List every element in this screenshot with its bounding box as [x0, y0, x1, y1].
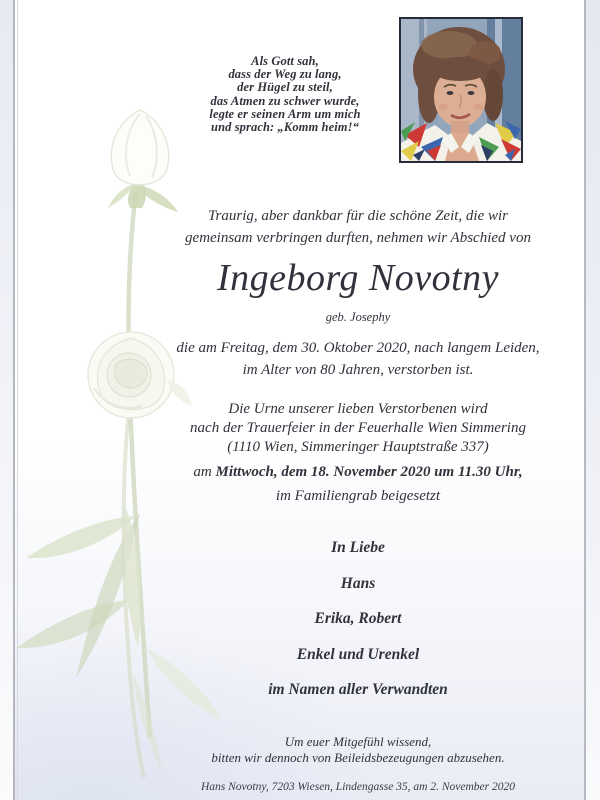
urn-line: nach der Trauerfeier in der Feuerhalle Wien Simmering [190, 420, 526, 436]
maiden-name: geb. Josephy [325, 310, 391, 324]
burial-line: im Familiengrab beigesetzt [275, 488, 441, 504]
mourner-line: In Liebe [331, 539, 385, 556]
poem-line: der Hügel zu steil, [237, 80, 333, 95]
poem-line: und sprach: „Komm heim!“ [211, 120, 359, 135]
death-statement [130, 337, 586, 381]
footer-address: Hans Novotny, 7203 Wiesen, Lindengasse 35, am 2. November 2020 [201, 781, 515, 793]
mourner-line: Hans [340, 574, 376, 592]
death-line: im Alter von 80 Jahren, verstorben ist. [242, 362, 474, 378]
funeral-date [130, 462, 586, 482]
condolence-line: bitten wir dennoch von Beileidsbezeugungen abzusehen. [211, 749, 505, 765]
intro-line: gemeinsam verbringen durften, nehmen wir Abschied von [185, 230, 531, 246]
farewell-intro [130, 205, 586, 249]
condolence-note [130, 734, 586, 765]
funeral-location [130, 400, 586, 457]
deceased-name: Ingeborg Novotny [216, 257, 500, 299]
poem-line: Als Gott sah, [251, 54, 319, 68]
mourner-line: Enkel und Urenkel [296, 645, 420, 663]
mourners [130, 530, 586, 708]
poem [150, 55, 420, 134]
poem-line: dass der Weg zu lang, [228, 67, 342, 82]
scan-edge-strip-right [586, 0, 600, 800]
mourner-line: Erika, Robert [314, 610, 402, 627]
condolence-line: Um euer Mitgefühl wissend, [284, 734, 432, 749]
death-line: die am Freitag, dem 30. Oktober 2020, nach langem Leiden, [176, 340, 540, 356]
poem-line: legte er seinen Arm um mich [209, 106, 361, 121]
funeral-date-bold: Mittwoch, dem 18. November 2020 um 11.30 Uhr, [215, 464, 523, 480]
mourner-line: im Namen aller Verwandten [268, 681, 448, 698]
intro-line: Traurig, aber dankbar für die schöne Zeit, die wir [208, 208, 508, 224]
portrait-photo [399, 17, 523, 163]
portrait-photo-art [401, 19, 521, 161]
urn-line: (1110 Wien, Simmeringer Hauptstraße 337) [227, 439, 489, 455]
funeral-date-prefix: am [193, 464, 216, 480]
poem-line: das Atmen zu schwer wurde, [210, 93, 360, 108]
urn-line: Die Urne unserer lieben Verstorbenen wird [228, 401, 488, 417]
